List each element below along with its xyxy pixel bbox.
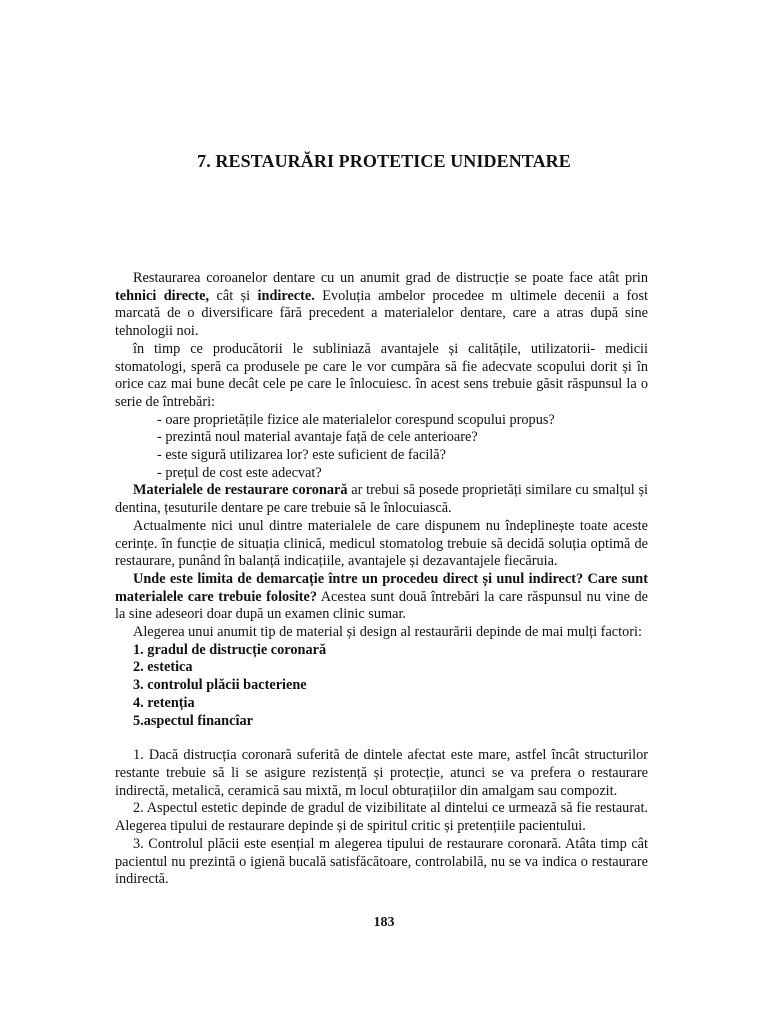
intro-text-a: Restaurarea coroanelor dentare cu un anumit grad de distrucție se poate face atât prin (133, 270, 648, 286)
intro-text-c: cât și (209, 287, 258, 304)
body-text (115, 270, 648, 889)
factor-item: 5.aspectul financîar (133, 712, 253, 729)
paragraph-manufacturers: în timp ce producătorii le subliniază avantajele și calitățile, utilizatorii- medicii stomatologi, speră ca produsele pe care le vor cumpăra să fie adecvate scopului dorit și în orice caz mai bune decât cele pe care le înlocuiesc. în acest sens trebuie găsit răspunsul la o serie de întrebări: (115, 340, 648, 410)
bold-questions: Unde este limita de demarcație între un procedeu direct și unul indirect? Care sunt materialele care trebuie folosite? (115, 570, 648, 605)
chapter-title: 7. RESTAURĂRI PROTETICE UNIDENTARE (197, 151, 571, 171)
paragraph-gap (115, 730, 648, 747)
factor-item: 4. retenția (133, 694, 195, 711)
direct-techniques-term: tehnici directe, (115, 287, 210, 304)
paragraph-materials (115, 482, 648, 517)
materials-text: ar trebui să posede proprietăți similare cu smalțul și dentina, țesuturile dentare pe care trebuie să le înlocuiască. (115, 482, 648, 517)
factor-item: 1. gradul de distrucție coronară (133, 641, 327, 658)
intro-text-e: Evoluția ambelor procedee m ultimele decenii a fost marcată de o diversificare fără precedent a materialelor dentare, care a atras după sine tehnologii noi. (115, 287, 648, 340)
page-number: 183 (373, 915, 395, 930)
paragraph-questions (115, 571, 648, 624)
question-item: - prețul de cost este adecvat? (157, 464, 322, 481)
paragraph-current-materials: Actualmente nici unul dintre materialele de care dispunem nu îndeplinește toate aceste cerințe. în funcție de situația clinică, medicul stomatolog trebuie să decidă soluția optimă de restaurare, punând în balanță indicațiile, avantajele și dezavantajele fiecăruia. (115, 517, 648, 570)
question-item: - oare proprietățile fizice ale materialelor corespund scopului propus? (157, 411, 555, 428)
paragraph-factors-intro: Alegerea unui anumit tip de material și design al restaurării depinde de mai mulți factori: (133, 624, 642, 641)
factor-item: 3. controlul plăcii bacteriene (133, 677, 307, 694)
paragraph-factor-3: 3. Controlul plăcii este esențial m alegerea tipului de restaurare coronară. Atâta timp cât pacientul nu prezintă o igienă bucală satisfăcătoare, controlabilă, nu se va indica o restaurare indirectă. (115, 835, 648, 888)
question-item: - este sigură utilizarea lor? este suficient de facilă? (157, 447, 446, 464)
materials-term: Materialele de restaurare coronară (133, 482, 348, 499)
indirect-techniques-term: indirecte. (257, 287, 315, 304)
paragraph-factor-2: 2. Aspectul estetic depinde de gradul de vizibilitate al dintelui ce urmează să fie restaurat. Alegerea tipului de restaurare depinde și de spiritul critic și pretențiile pacientului. (115, 800, 648, 835)
paragraph-factor-1: 1. Dacă distrucția coronară suferită de dintele afectat este mare, astfel încât structurilor restante trebuie să li se asigure rezistență și protecție, atunci se va prefera o restaurare indirectă, metalică, ceramică sau mixtă, m locul obturațiilor din amalgam sau compozit. (115, 747, 648, 799)
factor-item: 2. estetica (133, 659, 193, 676)
questions-text: Acestea sunt două întrebări la care răspunsul nu vine de la sine adeseori doar după un examen clinic sumar. (115, 588, 648, 623)
question-item: - prezintă noul material avantaje față de cele anterioare? (157, 429, 478, 446)
paragraph-intro (115, 270, 648, 341)
